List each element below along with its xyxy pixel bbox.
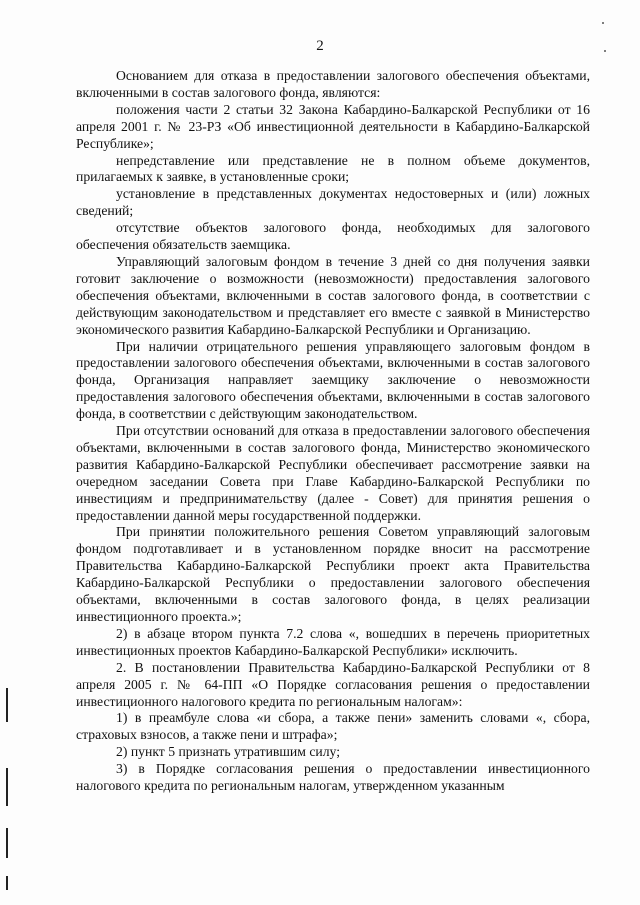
- scan-speck: [604, 50, 606, 52]
- paragraph: 2. В постановлении Правительства Кабардино-Балкарской Республики от 8 апреля 2005 г. № 64-ПП «О Порядке согласования решения о предоставлении инвестиционного налогового кредита по региональным налогам»:: [76, 659, 590, 709]
- scan-speck: [602, 22, 604, 24]
- page-number: 2: [316, 38, 324, 54]
- paragraph: 2) в абзаце втором пункта 7.2 слова «, вошедших в перечень приоритетных инвестиционных проектов Кабардино-Балкарской Республики» исключить.: [76, 625, 590, 658]
- paragraph: 2) пункт 5 признать утратившим силу;: [116, 744, 341, 760]
- paragraph: Управляющий залоговым фондом в течение 3 дней со дня получения заявки готовит заключение о возможности (невозможности) предоставления залогового обеспечения объектами, включенными в состав залогового фонда, в соответствии с действующим законодательством и представляет его вместе с заявкой в Министерство экономического развития Кабардино-Балкарской Республики и Организацию.: [76, 253, 590, 337]
- paragraph: При отсутствии оснований для отказа в предоставлении залогового обеспечения объектами, включенными в состав залогового фонда, Министерство экономического развития Кабардино-Балкарской Республики обеспечивает рассмотрение заявки на очередном заседании Совета при Главе Кабардино-Балкарской Республики по инвестициям и предпринимательству (далее - Совет) для принятия решения о предоставлении данной меры государственной поддержки.: [76, 423, 590, 523]
- paragraph: непредставление или представление не в полном объеме документов, прилагаемых к заявке, в установленные сроки;: [76, 152, 590, 185]
- paragraph: При принятии положительного решения Советом управляющий залоговым фондом подготавливает и в установленном порядке вносит на рассмотрение Правительства Кабардино-Балкарской Республики проект акта Правительства Кабардино-Балкарской Республики о предоставлении залогового обеспечения объектами, включенными в состав залогового фонда, в целях реализации инвестиционного проекта.»;: [76, 524, 590, 624]
- paragraph: 1) в преамбуле слова «и сбора, а также пени» заменить словами «, сбора, страховых взносов, а также пени и штрафа»;: [76, 710, 590, 743]
- document-body: [76, 68, 590, 795]
- paragraph: Основанием для отказа в предоставлении залогового обеспечения объектами, включенными в состав залогового фонда, являются:: [76, 68, 590, 100]
- paragraph: положения части 2 статьи 32 Закона Кабардино-Балкарской Республики от 16 апреля 2001 г. № 23-РЗ «Об инвестиционной деятельности в Кабардино-Балкарской Республике»;: [76, 101, 590, 151]
- scan-edge-mark: [6, 876, 8, 890]
- paragraph: 3) в Порядке согласования решения о предоставлении инвестиционного налогового кредита по региональным налогам, утвержденном указанным: [76, 761, 590, 794]
- paragraph: установление в представленных документах недостоверных и (или) ложных сведений;: [76, 186, 590, 219]
- scan-edge-mark: [6, 828, 8, 858]
- paragraph: При наличии отрицательного решения управляющего залоговым фондом в предоставлении залогового обеспечения объектами, включенными в состав залогового фонда, Организация направляет заемщику заключение о невозможности предоставления залогового обеспечения объектами, включенными в состав залогового фонда, в соответствии с действующим законодательством.: [76, 338, 590, 422]
- scan-edge-mark: [6, 768, 8, 806]
- paragraph: отсутствие объектов залогового фонда, необходимых для залогового обеспечения обязательств заемщика.: [76, 220, 590, 253]
- scan-edge-mark: [6, 688, 8, 722]
